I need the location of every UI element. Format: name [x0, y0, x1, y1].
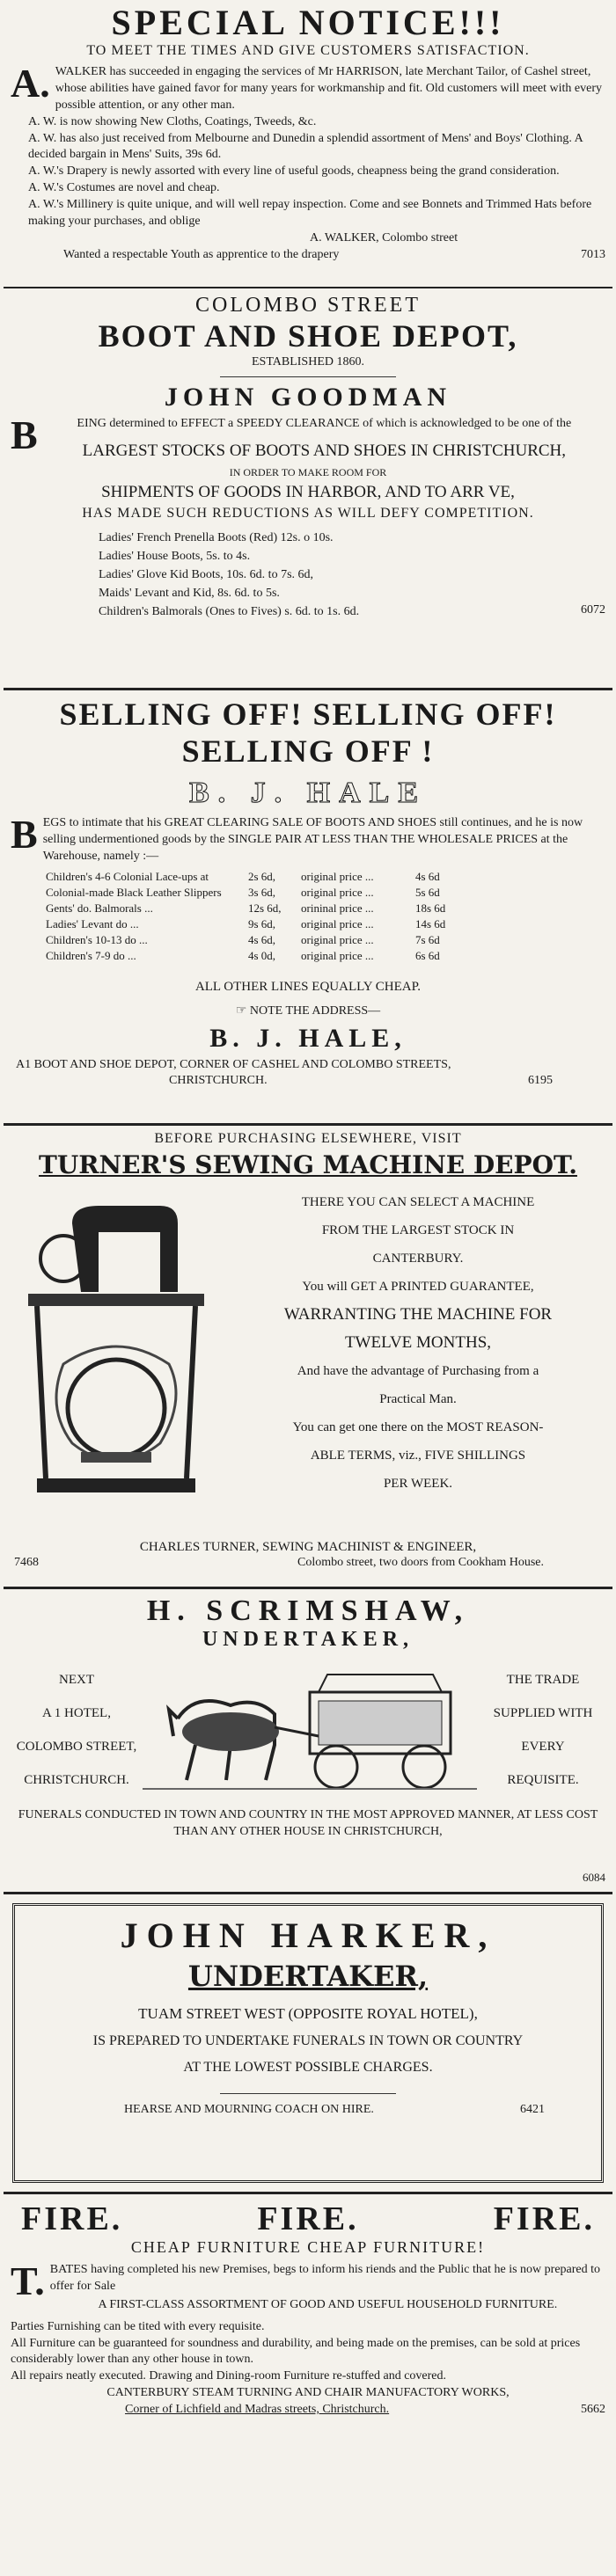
- goodman-price-list: [11, 529, 605, 621]
- hale-note: [11, 1003, 605, 1020]
- cell-original: 6s 6d: [415, 948, 440, 962]
- cell-item: Colonial-made Black Leather Slippers: [46, 885, 222, 899]
- goodman-reductions: HAS MADE SUCH REDUCTIONS AS WILL DEFY COMPETITION.: [82, 505, 534, 521]
- cell-item: Children's 7-9 do ...: [46, 948, 136, 962]
- cell-price: 2s 6d,: [248, 869, 276, 883]
- table-row: [46, 948, 605, 964]
- price-line: Ladies' French Prenella Boots (Red) 12s. o 10s.: [99, 530, 334, 544]
- turner-number: 7468: [14, 1556, 39, 1569]
- turner-title: TURNER'S SEWING MACHINE DEPOT.: [39, 1150, 577, 1179]
- harker-role: UNDERTAKER,: [187, 1959, 429, 1993]
- cell-label: orininal price ...: [301, 901, 374, 915]
- hale-address-2: CHRISTCHURCH.: [169, 1074, 268, 1088]
- price-line: Children's Balmorals (Ones to Fives) s. 6d. to 1s. 6d.: [99, 604, 360, 618]
- hale-address-1: A1 BOOT AND SHOE DEPOT, CORNER OF CASHEL AND COLOMBO STREETS,: [16, 1057, 451, 1071]
- cell-original: 5s 6d: [415, 885, 440, 899]
- turner-line: FROM THE LARGEST STOCK IN: [321, 1223, 515, 1237]
- cell-price: 4s 6d,: [248, 932, 276, 946]
- divider: [220, 2093, 396, 2094]
- right-line: REQUISITE.: [507, 1772, 579, 1787]
- harker-name: JOHN HARKER,: [120, 1916, 496, 1955]
- fire-word: FIRE.: [493, 2200, 595, 2237]
- notice-drop-cap: A.: [11, 61, 50, 106]
- hearse-illustration: [143, 1657, 477, 1802]
- cell-original: 4s 6d: [415, 869, 440, 883]
- right-line: THE TRADE: [506, 1672, 580, 1687]
- goodman-largest: LARGEST STOCKS OF BOOTS AND SHOES IN CHRISTCHURCH,: [82, 441, 567, 460]
- left-line: A 1 HOTEL,: [42, 1705, 111, 1720]
- hale-name-ornate: B. J. HALE: [188, 777, 428, 809]
- left-line: COLOMBO STREET,: [16, 1739, 137, 1754]
- turner-line: And have the advantage of Purchasing from a: [297, 1364, 539, 1378]
- fire-p2: A FIRST-CLASS ASSORTMENT OF GOOD AND USEFUL HOUSEHOLD FURNITURE.: [98, 2297, 558, 2311]
- turner-line: ABLE TERMS, viz., FIVE SHILLINGS: [310, 1449, 526, 1463]
- notice-signature: A. WALKER, Colombo street: [310, 230, 458, 244]
- scrimshaw-name: H. SCRIMSHAW,: [146, 1594, 470, 1627]
- price-line: Ladies' Glove Kid Boots, 10s. 6d. to 7s. 6d,: [99, 567, 314, 581]
- hearse-icon: [143, 1657, 477, 1798]
- fire-p5: All repairs neatly executed. Drawing and Dining-room Furniture re-stuffed and covered.: [11, 2369, 447, 2383]
- fire-drop-cap: T.: [11, 2259, 45, 2303]
- left-line: CHRISTCHURCH.: [24, 1772, 129, 1787]
- scrimshaw-funerals: FUNERALS CONDUCTED IN TOWN AND COUNTRY IN THE MOST APPROVED MANNER, AT LESS COST THAN ANY OTHER HOUSE IN CHRISTCHURCH,: [18, 1808, 598, 1838]
- left-line: NEXT: [59, 1672, 94, 1687]
- notice-paragraph: WALKER has succeeded in engaging the services of Mr HARRISON, late Merchant Tailor, of Cashel street, whose abilities have gained favor for many years for workmanship and fit. Old customers will meet with every possible attention, or any other man.: [55, 65, 603, 112]
- fire-p3: Parties Furnishing can be tited with every requisite.: [11, 2319, 265, 2333]
- cell-item: Ladies' Levant do ...: [46, 916, 139, 930]
- scrimshaw-number: 6084: [583, 1871, 605, 1884]
- harker-prepared: IS PREPARED TO UNDERTAKE FUNERALS IN TOWN OR COUNTRY: [92, 2033, 524, 2048]
- fire-p4: All Furniture can be guaranteed for soundness and durability, and being made on the premises, can be sold at prices considerably lower than any other house in town.: [11, 2336, 581, 2367]
- goodman-street: COLOMBO STREET: [194, 294, 421, 317]
- goodman-name: JOHN GOODMAN: [164, 382, 452, 412]
- turner-copy: [231, 1188, 605, 1540]
- fire-word: FIRE.: [257, 2200, 359, 2237]
- notice-line: A. W.'s Millinery is quite unique, and will well repay inspection. Come and see Bonnets and Trimmed Hats before making your purchases, and oblige: [28, 198, 592, 229]
- table-row: [46, 901, 605, 916]
- goodman-order: IN ORDER TO MAKE ROOM FOR: [229, 465, 387, 478]
- cell-label: original price ...: [301, 916, 374, 930]
- turner-line: PER WEEK.: [383, 1477, 453, 1491]
- fire-works: CANTERBURY STEAM TURNING AND CHAIR MANUFACTORY WORKS,: [106, 2386, 510, 2400]
- notice-line: A. W. has also just received from Melbourne and Dunedin a splendid assortment of Mens' and Boys' Clothing. A decided bargain in Mens' Suits, 39s 6d.: [28, 131, 583, 162]
- price-line: Ladies' House Boots, 5s. to 4s.: [99, 549, 251, 563]
- sewing-machine-icon: [11, 1188, 231, 1531]
- notice-line: A. W.'s Costumes are novel and cheap.: [28, 181, 220, 195]
- turner-sewing-ad: [4, 1126, 612, 1589]
- notice-number: 7013: [581, 247, 605, 261]
- scrimshaw-right: [477, 1663, 609, 1797]
- turner-address: Colombo street, two doors from Cookham House.: [297, 1556, 544, 1569]
- sewing-machine-illustration: [11, 1188, 231, 1540]
- cell-label: original price ...: [301, 869, 374, 883]
- right-line: EVERY: [521, 1739, 565, 1754]
- cell-item: Children's 4-6 Colonial Lace-ups at: [46, 869, 209, 883]
- harker-undertaker-ad: [4, 1894, 612, 2194]
- turner-line: Practical Man.: [379, 1392, 457, 1406]
- scrimshaw-role: UNDERTAKER,: [202, 1628, 414, 1651]
- hale-headline-2: SELLING OFF !: [181, 733, 435, 769]
- hale-selling-off-ad: [4, 690, 612, 1126]
- cell-label: original price ...: [301, 885, 374, 899]
- goodman-established: ESTABLISHED 1860.: [252, 355, 364, 369]
- hale-price-table: [11, 869, 605, 964]
- goodman-intro-text: EING determined to EFFECT a SPEEDY CLEARANCE of which is acknowledged to be one of the: [77, 416, 572, 430]
- table-row: [46, 869, 605, 885]
- turner-signature: CHARLES TURNER, SEWING MACHINIST & ENGINEER,: [139, 1540, 477, 1554]
- harker-box: [12, 1903, 604, 2183]
- goodman-depot-title: BOOT AND SHOE DEPOT,: [98, 318, 518, 354]
- cell-item: Gents' do. Balmorals ...: [46, 901, 153, 915]
- turner-line: You will GET A PRINTED GUARANTEE,: [302, 1280, 534, 1294]
- hale-name: B. J. HALE,: [209, 1023, 407, 1053]
- cell-original: 14s 6d: [415, 916, 446, 930]
- fire-body: [11, 2259, 605, 2419]
- table-row: [46, 885, 605, 901]
- notice-line: A. W. is now showing New Cloths, Coatings, Tweeds, &c.: [28, 114, 317, 128]
- notice-title: SPECIAL NOTICE!!!: [111, 3, 505, 42]
- pointing-hand-icon: ☞: [235, 1003, 247, 1018]
- turner-line: CANTERBURY.: [372, 1252, 464, 1266]
- turner-line: WARRANTING THE MACHINE FOR: [283, 1305, 553, 1324]
- hale-headline-1: SELLING OFF! SELLING OFF!: [59, 697, 557, 732]
- harker-hearse: HEARSE AND MOURNING COACH ON HIRE.: [124, 2103, 374, 2116]
- cell-price: 9s 6d,: [248, 916, 276, 930]
- cell-label: original price ...: [301, 932, 374, 946]
- cell-price: 4s 0d,: [248, 948, 276, 962]
- turner-line: You can get one there on the MOST REASON-: [292, 1420, 544, 1434]
- fire-corner: Corner of Lichfield and Madras streets, Christchurch.: [125, 2403, 390, 2417]
- notice-body: [11, 61, 605, 264]
- table-row: [46, 916, 605, 932]
- fire-number: 5662: [581, 2403, 605, 2417]
- special-notice-ad: [4, 0, 612, 288]
- turner-line: THERE YOU CAN SELECT A MACHINE: [301, 1195, 535, 1209]
- hale-number: 6195: [528, 1074, 553, 1088]
- fire-cheap: CHEAP FURNITURE CHEAP FURNITURE!: [130, 2238, 486, 2256]
- cell-original: 7s 6d: [415, 932, 440, 946]
- cell-item: Children's 10-13 do ...: [46, 932, 148, 946]
- turner-line: TWELVE MONTHS,: [344, 1333, 492, 1352]
- goodman-shipments: SHIPMENTS OF GOODS IN HARBOR, AND TO ARR VE,: [101, 482, 515, 501]
- harker-lowest: AT THE LOWEST POSSIBLE CHARGES.: [183, 2060, 433, 2075]
- hale-cheap: ALL OTHER LINES EQUALLY CHEAP.: [194, 979, 422, 994]
- goodman-drop-cap: B: [11, 412, 38, 457]
- hale-intro-text: EGS to intimate that his GREAT CLEARING SALE OF BOOTS AND SHOES still continues, and he is now selling undermentioned goods by the SINGLE PAIR AT LESS THAN THE WHOLESALE PRICES at the Warehouse, namely :—: [42, 816, 583, 863]
- hale-note-text: NOTE THE ADDRESS—: [249, 1003, 381, 1018]
- cell-price: 12s 6d,: [248, 901, 282, 915]
- goodman-boot-depot-ad: [4, 288, 612, 690]
- cell-price: 3s 6d,: [248, 885, 276, 899]
- bates-furniture-ad: [4, 2194, 612, 2576]
- harker-number: 6421: [520, 2103, 545, 2116]
- turner-before: BEFORE PURCHASING ELSEWHERE, VISIT: [154, 1131, 462, 1146]
- fire-p1: BATES having completed his new Premises, begs to inform his riends and the Public that he is now prepared to offer for Sale: [49, 2263, 601, 2293]
- cell-original: 18s 6d: [415, 901, 446, 915]
- notice-line: A. W.'s Drapery is newly assorted with every line of useful goods, cheapness being the grand consideration.: [28, 164, 560, 179]
- hale-intro: [11, 812, 605, 865]
- scrimshaw-undertaker-ad: [4, 1589, 612, 1894]
- notice-subtitle: TO MEET THE TIMES AND GIVE CUSTOMERS SATISFACTION.: [86, 43, 530, 58]
- cell-label: original price ...: [301, 948, 374, 962]
- right-line: SUPPLIED WITH: [493, 1705, 593, 1720]
- scrimshaw-left: [11, 1663, 143, 1797]
- notice-wanted: Wanted a respectable Youth as apprentice to the drapery: [63, 247, 340, 261]
- divider: [220, 376, 396, 377]
- hale-drop-cap: B: [11, 812, 38, 857]
- price-line: Maids' Levant and Kid, 8s. 6d. to 5s.: [99, 586, 280, 600]
- fire-headline: [11, 2200, 605, 2238]
- goodman-number: 6072: [581, 602, 605, 617]
- newspaper-ad-page: [4, 0, 612, 2576]
- fire-word: FIRE.: [21, 2200, 123, 2237]
- harker-address: TUAM STREET WEST (OPPOSITE ROYAL HOTEL),: [138, 2005, 478, 2022]
- table-row: [46, 932, 605, 948]
